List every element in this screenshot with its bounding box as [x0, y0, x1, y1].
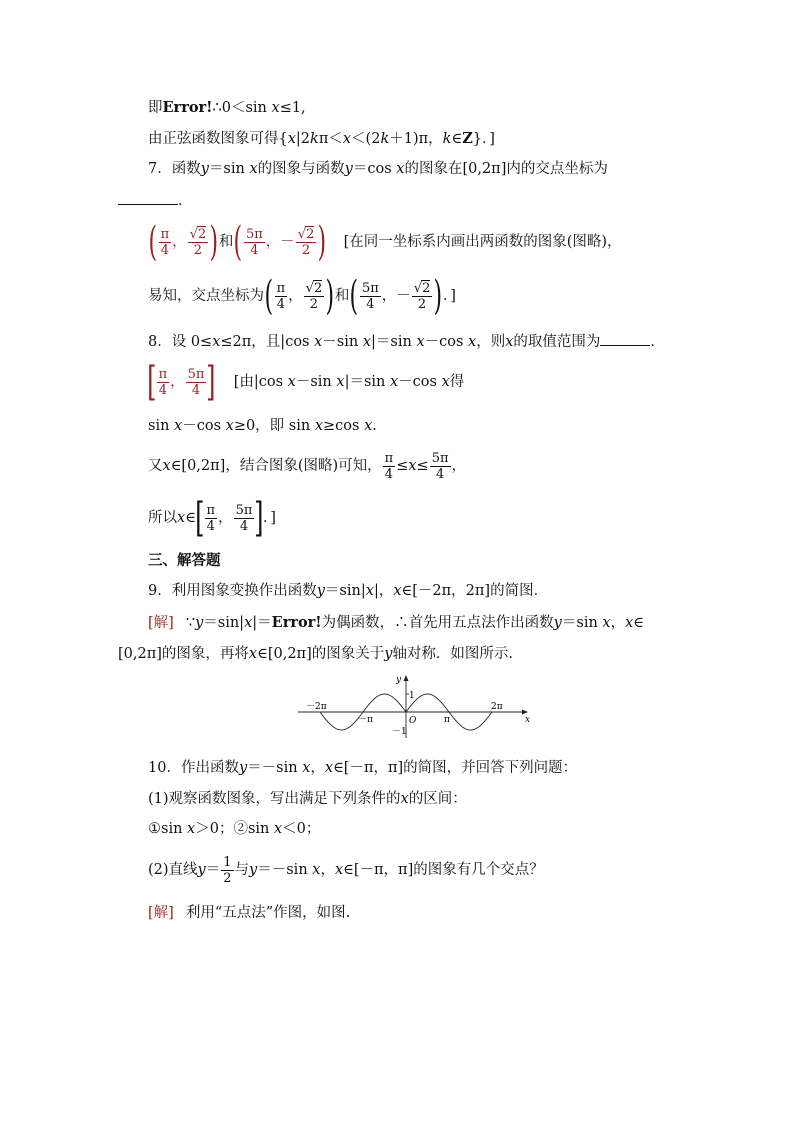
y-label: y: [396, 675, 402, 685]
sine-abs-graph: [296, 672, 536, 742]
answer-7-coords: ( $\frac{\pi}{4}$ ， $\frac{√2}{2}$ )和( $\frac{5\pi}{4}$ ，－ $\frac{√2}{2}$ ): [148, 219, 327, 265]
question-7-blank: ．: [118, 190, 193, 212]
answer-7: ( $\frac{\pi}{4}$ ， $\frac{√2}{2}$ )和( $\frac{5\pi}{4}$ ，－ $\frac{√2}{2}$ ) [在同一坐标系内画出两函数的图象(图略)，: [148, 219, 622, 265]
question-8: 8．设 0≤x≤2π，且|cos x－sin x|＝sin x－cos x，则x的取值范围为 ．: [148, 334, 665, 350]
answer-8: [ $\frac{\pi}{4}$ ， $\frac{5\pi}{4}$ ] [由|cos x－sin x|＝sin x－cos x得: [147, 359, 465, 405]
line-1: 即Error!∴0＜sin x≤1,: [148, 99, 306, 116]
question-9: 9．利用图象变换作出函数y＝sin|x|，x∈[－2π，2π]的简图．: [148, 583, 549, 599]
tick-pi: π: [444, 715, 450, 725]
answer-8-line-2: sin x－cos x≥0，即 sin x≥cos x.: [148, 418, 377, 434]
answer-9-line-2: [0,2π]的图象，再将x∈[0,2π]的图象关于y轴对称．如图所示.: [118, 646, 514, 662]
answer-blank: [600, 333, 650, 346]
origin-label: O: [409, 716, 417, 726]
question-10-part-2: (2)直线y＝ $\frac{1}{2}$ 与y＝－sin x，x∈[－π，π]的图象有几个交点？: [148, 854, 544, 886]
solution-tag: [解]: [148, 615, 174, 631]
error-text: Error!: [271, 614, 322, 631]
y-axis-arrow: [404, 675, 409, 681]
answer-blank: [118, 192, 178, 205]
answer-8-line-4: 所以x∈[ $\frac{\pi}{4}$ ， $\frac{5\pi}{4}$ ]．]: [148, 495, 276, 541]
error-text: Error!: [162, 99, 213, 116]
tick-one: 1: [409, 691, 415, 701]
answer-8-line-3: 又x∈[0,2π]，结合图象(图略)可知， $\frac{\pi}{4}$ ≤x≤ $\frac{5\pi}{4}$ ，: [148, 450, 467, 482]
line-2: 由正弦函数图象可得{x|2kπ＜x＜(2k＋1)π，k∈Z}．]: [148, 130, 495, 147]
answer-8-range: [ $\frac{\pi}{4}$ ， $\frac{5\pi}{4}$ ]: [147, 359, 216, 405]
answer-10: [解] 利用“五点法”作图，如图.: [148, 905, 351, 921]
x-label: x: [525, 715, 531, 725]
answer-7-line-2: 易知，交点坐标为( $\frac{\pi}{4}$ ， $\frac{√2}{2}$ )和( $\frac{5\pi}{4}$ ，－ $\frac{√2}{2}$ )．]: [148, 273, 456, 319]
question-10-conditions: ①sin x＞0；②sin x＜0；: [148, 821, 321, 837]
tick-neg-one: －1: [392, 727, 407, 737]
tick-neg-2pi: －2π: [306, 702, 327, 712]
question-10-part-1: (1)观察函数图象，写出满足下列条件的x的区间：: [148, 791, 467, 807]
answer-9: [解] ∵y＝sin|x|＝Error!为偶函数，∴首先用五点法作出函数y＝sin x，x∈: [148, 614, 645, 631]
question-7: 7．函数y＝sin x的图象与函数y＝cos x的图象在[0,2π]内的交点坐标为: [148, 161, 608, 177]
question-10: 10．作出函数y＝－sin x，x∈[－π，π]的简图，并回答下列问题：: [148, 760, 578, 776]
solution-tag: [解]: [148, 905, 174, 921]
tick-neg-pi: －π: [358, 715, 373, 725]
tick-2pi: 2π: [491, 702, 503, 712]
section-heading: 三、解答题: [148, 553, 221, 569]
x-axis-arrow: [522, 710, 528, 715]
